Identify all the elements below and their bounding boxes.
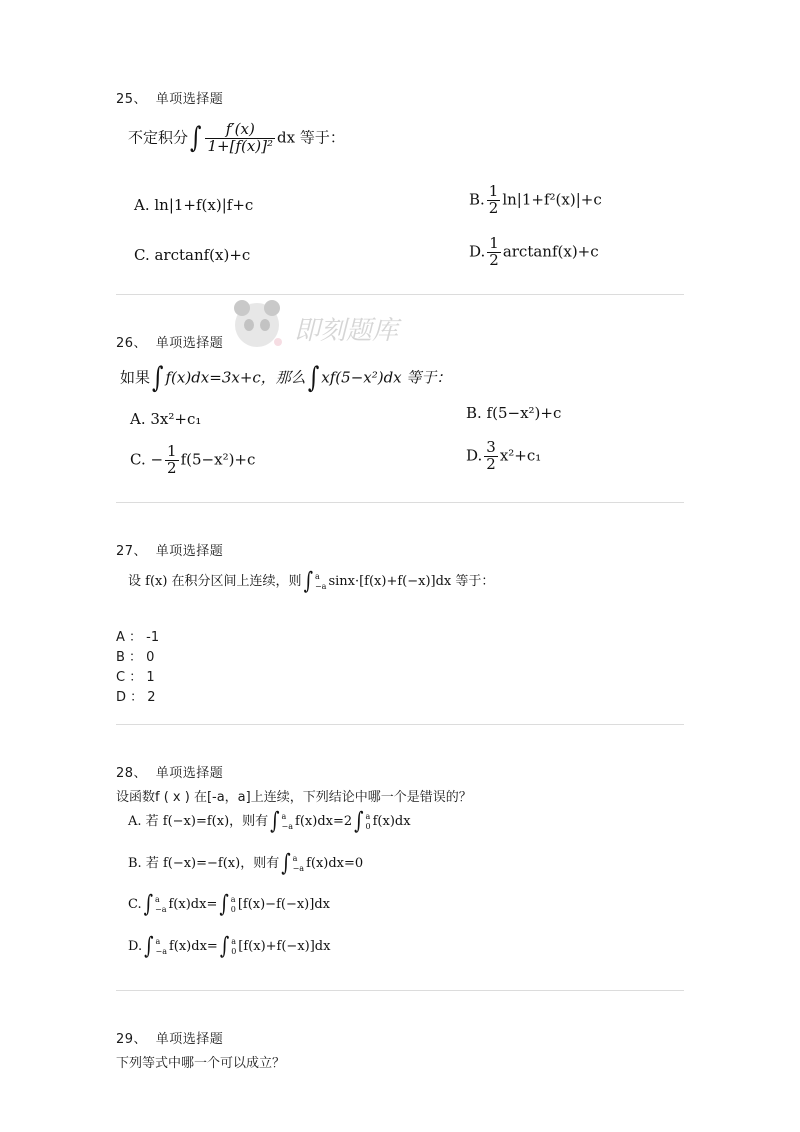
q27-stem: 设 f(x) 在积分区间上连续，则 ∫ a −a sinx·[f(x)+f(−x)]dx 等于： — [128, 567, 495, 596]
integral-sign: ∫ — [190, 122, 202, 155]
q26-option-a[interactable]: A. 3x²+c₁ — [130, 410, 202, 428]
q28-option-c[interactable]: C. ∫ a −a f(x)dx= ∫ a 0 [f(x)−f(−x)]dx — [128, 890, 330, 919]
question-25-header — [116, 88, 684, 107]
watermark-text: 即刻题库 — [294, 316, 399, 346]
divider — [116, 990, 684, 991]
q26-option-b[interactable]: B. f(5−x²)+c — [466, 404, 562, 422]
question-type: 单项选择题 — [155, 92, 224, 107]
q27-option-c[interactable]: C ： 1 — [116, 670, 155, 685]
q29-stem: 下列等式中哪一个可以成立？ — [116, 1056, 286, 1071]
question-27-header: 27、 单项选择题 — [116, 544, 224, 559]
question-28-header: 28、 单项选择题 — [116, 766, 224, 781]
q25-stem: 不定积分∫ $\frac{f'(x)}{\text{1+[f(x)]²}}$ dx 等于： — [128, 120, 345, 155]
divider — [116, 502, 684, 503]
q28-stem: 设函数f ( x ) 在[-a，a]上连续，下列结论中哪一个是错误的？ — [116, 790, 472, 805]
question-number: 25、 — [116, 92, 148, 107]
q26-option-c[interactable]: C. − $\frac{1}{2}$ f(5−x²)+c — [130, 442, 256, 477]
q25-fraction: $\frac{f'(x)}{\text{1+[f(x)]²}}$ — [207, 120, 274, 155]
q27-option-d[interactable]: D ： 2 — [116, 690, 156, 705]
question-26-header: 26、 单项选择题 — [116, 336, 224, 351]
q26-stem: 如果∫ f(x)dx=3x+c，那么∫ xf(5−x²)dx 等于： — [120, 362, 452, 395]
divider — [116, 724, 684, 725]
q28-option-a[interactable]: A. 若 f(−x)=f(x)，则有 ∫ a −a f(x)dx=2 ∫ a 0 f(x)dx — [128, 807, 411, 836]
q27-option-b[interactable]: B ： 0 — [116, 650, 155, 665]
q25-option-c[interactable]: C. arctanf(x)+c — [134, 246, 251, 264]
question-29-header: 29、 单项选择题 — [116, 1032, 224, 1047]
q25-option-b[interactable]: B. $\frac{1}{2}$ ln|1+f²(x)|+c — [469, 182, 602, 217]
q28-option-d[interactable]: D. ∫ a −a f(x)dx= ∫ a 0 [f(x)+f(−x)]dx — [128, 932, 331, 961]
q25-option-a[interactable]: A. ln|1+f(x)|f+c — [134, 196, 254, 214]
q27-option-a[interactable]: A ： -1 — [116, 630, 160, 645]
q26-option-d[interactable]: D. $\frac{3}{2}$ x²+c₁ — [466, 438, 542, 473]
q25-option-d[interactable]: D. $\frac{1}{2}$ arctanf(x)+c — [469, 234, 599, 269]
q28-option-b[interactable]: B. 若 f(−x)=−f(x)，则有 ∫ a −a f(x)dx=0 — [128, 849, 364, 878]
divider — [116, 294, 684, 295]
